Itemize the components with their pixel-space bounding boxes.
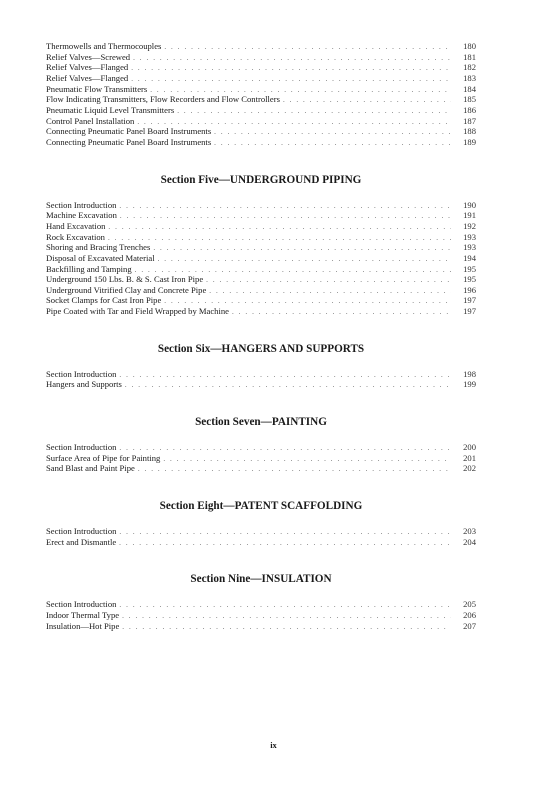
toc-entry-page: 191: [463, 210, 476, 221]
toc-entry-page: 183: [463, 72, 476, 83]
leader-dots: [119, 528, 451, 538]
toc-entry: [46, 211, 476, 222]
leader-dots: [131, 75, 451, 85]
toc-entry-title: Underground Vitrified Clay and Concrete Pipe: [46, 284, 207, 295]
leader-dots: [177, 107, 451, 117]
toc-entry-page: 180: [463, 41, 476, 51]
toc-entry: [46, 622, 476, 633]
leader-dots: [232, 308, 451, 318]
leader-dots: [153, 244, 451, 254]
section-heading: Section Eight—PATENT SCAFFOLDING: [159, 500, 363, 513]
toc-entry-title: Sand Blast and Paint Pipe: [46, 463, 135, 474]
toc-entry-title: Hangers and Supports: [46, 379, 122, 390]
page-number: ix: [270, 740, 277, 750]
toc-entry-page: 192: [463, 220, 476, 231]
toc-entry-title: Connecting Pneumatic Panel Board Instruments: [46, 126, 212, 137]
toc-entry-title: Section Introduction: [46, 442, 117, 453]
toc-entry-title: Disposal of Excavated Material: [46, 252, 155, 263]
toc-entry: [46, 254, 476, 265]
leader-dots: [125, 381, 451, 391]
leader-dots: [209, 287, 451, 297]
toc-entry: [46, 138, 476, 149]
toc-section-group: [46, 600, 476, 632]
toc-entry-page: 206: [463, 610, 476, 621]
toc-entry-title: Control Panel Installation: [46, 115, 135, 126]
section-heading: Section Seven—PAINTING: [195, 416, 327, 429]
toc-entry: [46, 106, 476, 117]
leader-dots: [108, 234, 451, 244]
toc-entry-title: Relief Valves—Screwed: [46, 51, 131, 62]
toc-entry-page: 198: [463, 368, 476, 379]
leader-dots: [131, 64, 451, 74]
toc-entry-title: Hand Excavation: [46, 220, 106, 231]
leader-dots: [214, 139, 451, 149]
section-heading: Section Five—UNDERGROUND PIPING: [160, 173, 362, 186]
toc-entry-page: 186: [463, 104, 476, 115]
toc-entry-page: 197: [463, 295, 476, 306]
toc-entry-title: Connecting Pneumatic Panel Board Instruments: [46, 136, 212, 147]
leader-dots: [119, 601, 451, 611]
leader-dots: [206, 276, 451, 286]
toc-entry-title: Section Introduction: [46, 526, 117, 537]
toc-entry-page: 193: [463, 231, 476, 242]
toc-section-group: [46, 443, 476, 475]
leader-dots: [158, 255, 451, 265]
leader-dots: [108, 223, 451, 233]
toc-entry-title: Socket Clamps for Cast Iron Pipe: [46, 295, 162, 306]
toc-entry-page: 187: [463, 115, 476, 126]
leader-dots: [122, 623, 451, 633]
toc-entry-title: Section Introduction: [46, 199, 117, 210]
toc-entry-page: 202: [463, 463, 476, 474]
section-heading: Section Nine—INSULATION: [190, 573, 332, 586]
toc-entry-page: 194: [463, 252, 476, 263]
toc-entry: [46, 380, 476, 391]
toc-entry: [46, 222, 476, 233]
toc-entry-title: Section Introduction: [46, 599, 117, 610]
table-of-contents: [46, 42, 476, 632]
toc-entry-title: Underground 150 Lbs. B. & S. Cast Iron Pipe: [46, 274, 204, 285]
toc-entry-title: Section Introduction: [46, 368, 117, 379]
toc-entry-page: 207: [463, 620, 476, 631]
toc-entry-title: Pipe Coated with Tar and Field Wrapped by Machine: [46, 306, 229, 317]
toc-entry-page: 188: [463, 126, 476, 137]
toc-entry-page: 204: [463, 536, 476, 547]
leader-dots: [119, 539, 451, 549]
toc-entry: [46, 538, 476, 549]
leader-dots: [119, 371, 451, 381]
toc-entry-page: 201: [463, 452, 476, 463]
toc-entry-title: Pneumatic Liquid Level Transmitters: [46, 104, 175, 115]
leader-dots: [164, 43, 451, 53]
section-heading: Section Six—HANGERS AND SUPPORTS: [157, 342, 365, 355]
leader-dots: [122, 612, 451, 622]
leader-dots: [119, 202, 451, 212]
toc-entry-title: Pneumatic Flow Transmitters: [46, 83, 148, 94]
toc-section-group: [46, 370, 476, 391]
toc-entry-page: 190: [463, 199, 476, 210]
toc-section-group: [46, 201, 476, 318]
toc-entry-title: Indoor Thermal Type: [46, 610, 120, 621]
leader-dots: [214, 128, 451, 138]
toc-entry-page: 205: [463, 599, 476, 610]
toc-entry-title: Shoring and Bracing Trenches: [46, 242, 151, 253]
toc-entry-title: Surface Area of Pipe for Painting: [46, 452, 161, 463]
toc-entry-page: 181: [463, 51, 476, 62]
toc-entry: [46, 307, 476, 318]
toc-entry-title: Relief Valves—Flanged: [46, 72, 129, 83]
leader-dots: [120, 212, 451, 222]
toc-entry-page: 189: [463, 136, 476, 147]
toc-entry-page: 193: [463, 242, 476, 253]
leader-dots: [138, 465, 451, 475]
toc-entry-title: Thermowells and Thermocouples: [46, 41, 162, 51]
toc-entry-page: 199: [463, 379, 476, 390]
leader-dots: [283, 96, 451, 106]
toc-entry-title: Erect and Dismantle: [46, 536, 117, 547]
toc-section-group: [46, 527, 476, 548]
toc-entry-page: 195: [463, 263, 476, 274]
toc-entry-title: Insulation—Hot Pipe: [46, 620, 120, 631]
toc-entry-page: 196: [463, 284, 476, 295]
leader-dots: [163, 455, 451, 465]
toc-entry-page: 203: [463, 526, 476, 537]
leader-dots: [133, 54, 451, 64]
toc-entry-page: 182: [463, 62, 476, 73]
toc-entry-page: 185: [463, 94, 476, 105]
toc-entry-title: Rock Excavation: [46, 231, 105, 242]
toc-entry-title: Machine Excavation: [46, 210, 117, 221]
toc-entry-title: Flow Indicating Transmitters, Flow Recorders and Flow Controllers: [46, 94, 280, 105]
toc-entry-title: Backfilling and Tamping: [46, 263, 132, 274]
toc-entry-page: 197: [463, 306, 476, 317]
toc-entry-page: 200: [463, 442, 476, 453]
toc-entry-page: 184: [463, 83, 476, 94]
toc-entry: [46, 464, 476, 475]
toc-entry-title: Relief Valves—Flanged: [46, 62, 129, 73]
toc-intro-group: [46, 42, 476, 149]
leader-dots: [119, 444, 451, 454]
toc-entry-page: 195: [463, 274, 476, 285]
